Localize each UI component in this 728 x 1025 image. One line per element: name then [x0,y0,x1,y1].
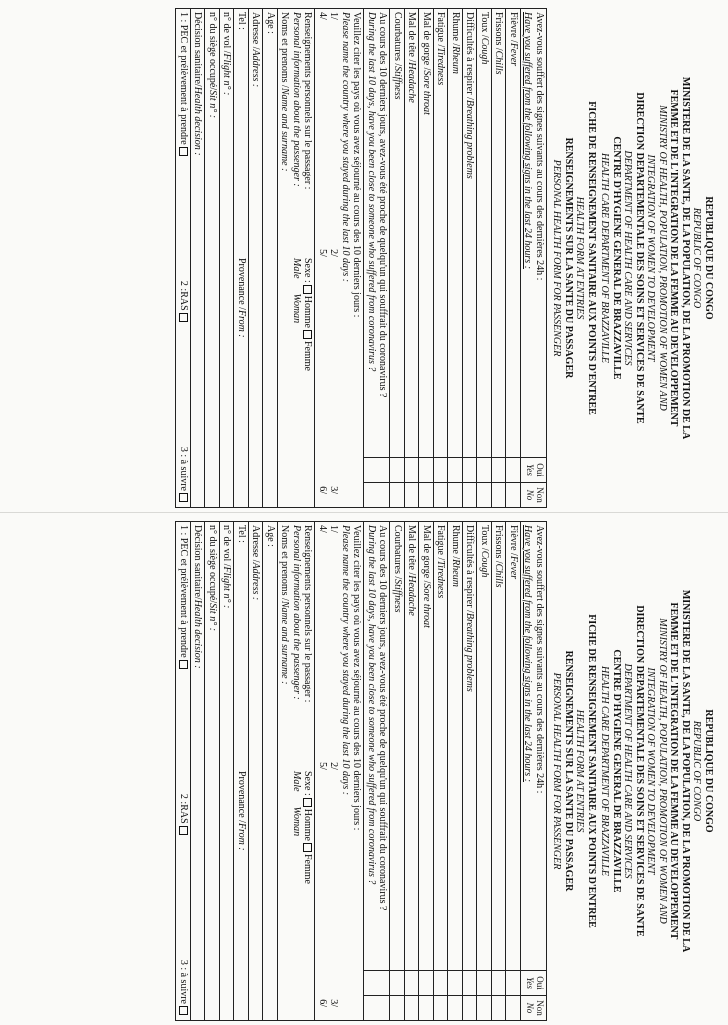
no-checkbox[interactable] [506,996,521,1021]
table-row [448,9,463,508]
contact-question: Au cours des 10 derniers jours, avez-vous été proche de quelqu'un qui souffrait du coronavirus ? During the last 10 days, have you been close to someone who suffered from coronavirus ? [364,522,390,971]
yes-checkbox[interactable] [463,971,478,996]
table-row [405,522,420,1021]
countries-row [315,522,364,1021]
yes-checkbox[interactable] [390,458,405,483]
tel-field[interactable]: Tel : [236,525,247,543]
no-checkbox[interactable] [434,483,449,508]
symptom-label: Rhume /Rheum [448,9,463,458]
header-line: PERSONAL HEALTH FORM FOR PASSENGER [551,672,563,870]
yes-header: Oui Yes [521,458,547,483]
symptom-label: Toux /Cough [477,9,492,458]
seat-field[interactable]: n° du siège occupé/Sit n° : [205,9,220,508]
header-line: DEPARTMENT OF HEALTH CARE AND SERVICES [622,150,634,366]
age-field[interactable]: Age : [263,9,278,508]
form-sheet-bottom [0,512,728,1025]
personal-row [278,9,316,508]
no-checkbox[interactable] [448,996,463,1021]
sex-field: Sexe :HommeFemme Male Woman [291,771,314,884]
contact-row [364,522,390,1021]
no-checkbox[interactable] [419,996,434,1021]
table-row [419,9,434,508]
symptoms-table [176,8,548,508]
option-2-checkbox[interactable] [179,826,188,835]
no-checkbox[interactable] [477,996,492,1021]
symptom-label: Frissons /Chills [492,9,507,458]
header-line: FEMME ET DE L'INTEGRATION DE LA FEMME AU DEVELOPPEMENT [668,89,680,427]
no-header: Non No [521,996,547,1021]
table-row [477,522,492,1021]
yes-checkbox[interactable] [419,971,434,996]
no-checkbox[interactable] [390,996,405,1021]
yes-checkbox[interactable] [492,458,507,483]
address-field[interactable]: Adresse /Address : [249,522,264,1021]
yes-checkbox[interactable] [506,458,521,483]
health-form [14,521,714,1021]
table-row [419,522,434,1021]
table-row [506,522,521,1021]
age-row [263,9,278,508]
form-sheet-top [0,0,728,512]
symptom-label: Fatigue /Tiredness [434,522,449,971]
symptom-label: Toux /Cough [477,522,492,971]
yes-checkbox[interactable] [448,458,463,483]
header-line: HEALTH FORM AT ENTRIES [574,709,586,833]
address-field[interactable]: Adresse /Address : [249,9,264,508]
flight-field[interactable]: n° de vol /Flight n° : [220,9,235,508]
table-row [492,522,507,1021]
header-line: RENSEIGNEMENTS SUR LA SANTE DU PASSAGER [563,650,574,892]
symptom-label: Fatigue /Tiredness [434,9,449,458]
no-checkbox[interactable] [448,483,463,508]
contact-question: Au cours des 10 derniers jours, avez-vous été proche de quelqu'un qui souffrait du coronavirus ? During the last 10 days, have you been close to someone who suffered from coronavirus ? [364,9,390,458]
header-line: FEMME ET DE L'INTEGRATION DE LA FEMME AU DEVELOPPEMENT [668,602,680,940]
table-row [477,9,492,508]
symptom-label: Mal de tête /Headache [405,522,420,971]
no-checkbox[interactable] [434,996,449,1021]
option-2-checkbox[interactable] [179,313,188,322]
countries-line-2: 4/ 5/ 6/ [317,12,328,494]
header-line: INTEGRATION OF WOMEN TO DEVELOPMENT [645,667,657,875]
contact-row [364,9,390,508]
symptom-label: Courbatures /Stiffness [390,9,405,458]
header-line: DIRECTION DEPARTEMENTALE DES SOINS ET SERVICES DE SANTE [634,605,645,937]
symptom-label: Mal de tête /Headache [405,9,420,458]
decision-row [191,522,206,1021]
countries-line-2: 4/ 5/ 6/ [317,525,328,1007]
seat-row [205,9,220,508]
provenance-field[interactable]: Provenance /From : [236,771,247,851]
symptom-label: Rhume /Rheum [448,522,463,971]
question-row [521,522,547,1021]
flight-field[interactable]: n° de vol /Flight n° : [220,522,235,1021]
form-header [551,521,714,1021]
male-checkbox[interactable] [303,285,312,294]
age-row [263,522,278,1021]
yes-header: Oui Yes [521,971,547,996]
header-line: REPUBLIC OF CONGO [691,207,703,309]
question-row [521,9,547,508]
option-1-checkbox[interactable] [179,660,188,669]
seat-row [205,522,220,1021]
no-checkbox[interactable] [419,483,434,508]
countries-line-1: 1/ 2/ 3/ [328,12,340,494]
tel-row [234,522,249,1021]
countries-cell: Veuillez citer les pays où vous avez séjourné au cours des 10 derniers jours : Please name the country where you stayed during the last 10 days : 1/ 2/ 3/ 4/ 5/ 6/ [315,522,364,1021]
provenance-field[interactable]: Provenance /From : [236,258,247,338]
yes-checkbox[interactable] [405,971,420,996]
flight-row [220,522,235,1021]
symptom-label: Frissons /Chills [492,522,507,971]
tel-row [234,9,249,508]
no-checkbox[interactable] [390,483,405,508]
header-line: CENTRE D'HYGIENE GENERAL DE BRAZZAVILLE [611,136,622,380]
header-line: CENTRE D'HYGIENE GENERAL DE BRAZZAVILLE [611,649,622,893]
countries-cell: Veuillez citer les pays où vous avez séjourné au cours des 10 derniers jours : Please name the country where you stayed during the last 10 days : 1/ 2/ 3/ 4/ 5/ 6/ [315,9,364,508]
address-row [249,9,264,508]
no-checkbox[interactable] [506,483,521,508]
table-row [463,9,478,508]
flight-row [220,9,235,508]
female-checkbox[interactable] [303,330,312,339]
no-checkbox[interactable] [364,483,390,508]
yes-checkbox[interactable] [434,971,449,996]
header-line: PERSONAL HEALTH FORM FOR PASSENGER [551,159,563,357]
countries-row [315,9,364,508]
yes-checkbox[interactable] [448,971,463,996]
header-line: RENSEIGNEMENTS SUR LA SANTE DU PASSAGER [563,137,574,379]
decision-options-row: 1 : PEC et prélèvement à prendre 2 :RAS 3 : à suivre [176,522,191,1021]
option-3-checkbox[interactable] [179,493,188,502]
health-form [14,8,714,508]
address-row [249,522,264,1021]
no-checkbox[interactable] [492,483,507,508]
table-row [434,522,449,1021]
header-line: REPUBLIQUE DU CONGO [703,709,714,833]
header-line: MINISTERE DE LA SANTE, DE LA POPULATION, DE LA PROMOTION DE LA [680,76,691,440]
table-row [405,9,420,508]
countries-line-1: 1/ 2/ 3/ [328,525,340,1007]
table-row [492,9,507,508]
yes-checkbox[interactable] [364,458,390,483]
decision-label: Décision sanitaire/Health decision : [191,522,206,1021]
no-checkbox[interactable] [463,483,478,508]
symptom-label: Mal de gorge /Sore throat [419,522,434,971]
tel-field[interactable]: Tel : [236,12,247,30]
yes-checkbox[interactable] [405,458,420,483]
table-row [390,522,405,1021]
symptom-label: Courbatures /Stiffness [390,522,405,971]
no-checkbox[interactable] [463,996,478,1021]
no-checkbox[interactable] [405,483,420,508]
yes-checkbox[interactable] [434,458,449,483]
header-line: MINISTRY OF HEALTH, POPULATION, PROMOTION OF WOMEN AND [657,618,668,924]
yes-checkbox[interactable] [364,971,390,996]
no-checkbox[interactable] [492,996,507,1021]
header-line: REPUBLIQUE DU CONGO [703,196,714,320]
male-checkbox[interactable] [303,798,312,807]
header-line: MINISTRY OF HEALTH, POPULATION, PROMOTION OF WOMEN AND [657,105,668,411]
table-row [463,522,478,1021]
seat-field[interactable]: n° du siège occupé/Sit n° : [205,522,220,1021]
header-line: HEALTH CARE DEPARTMENT OF BRAZZAVILLE [599,665,611,877]
header-line: HEALTH FORM AT ENTRIES [574,196,586,320]
yes-checkbox[interactable] [477,458,492,483]
decision-label: Décision sanitaire/Health decision : [191,9,206,508]
form-title: FICHE DE RENSEIGNEMENT SANITAIRE AUX POINTS D'ENTREE [586,614,597,928]
yes-checkbox[interactable] [477,971,492,996]
female-checkbox[interactable] [303,843,312,852]
form-title: FICHE DE RENSEIGNEMENT SANITAIRE AUX POINTS D'ENTREE [586,101,597,415]
symptom-label: Difficultés à respirer /Breathing problems [463,9,478,458]
header-line: REPUBLIC OF CONGO [691,720,703,822]
header-line: INTEGRATION OF WOMEN TO DEVELOPMENT [645,154,657,362]
age-field[interactable]: Age : [263,522,278,1021]
yes-checkbox[interactable] [419,458,434,483]
table-row [448,522,463,1021]
table-row [434,9,449,508]
question-cell: Avez-vous souffert des signes suivants au cours des dernières 24h : Have you suffered from the following signs in the last 24 hours : [521,522,547,971]
table-row [390,9,405,508]
option-1-checkbox[interactable] [179,147,188,156]
symptoms-table [176,521,548,1021]
header-line: HEALTH CARE DEPARTMENT OF BRAZZAVILLE [599,152,611,364]
header-line: DIRECTION DEPARTEMENTALE DES SOINS ET SERVICES DE SANTE [634,92,645,424]
personal-row [278,522,316,1021]
table-row [506,9,521,508]
decision-options-row: 1 : PEC et prélèvement à prendre 2 :RAS 3 : à suivre [176,9,191,508]
no-checkbox[interactable] [477,483,492,508]
question-cell: Avez-vous souffert des signes suivants au cours des dernières 24h : Have you suffered from the following signs in the last 24 hours : [521,9,547,458]
yes-checkbox[interactable] [463,458,478,483]
decision-row [191,9,206,508]
header-line: DEPARTMENT OF HEALTH CARE AND SERVICES [622,663,634,879]
symptom-label: Difficultés à respirer /Breathing problems [463,522,478,971]
no-checkbox[interactable] [405,996,420,1021]
header-line: MINISTERE DE LA SANTE, DE LA POPULATION, DE LA PROMOTION DE LA [680,589,691,953]
yes-checkbox[interactable] [492,971,507,996]
no-header: Non No [521,483,547,508]
no-checkbox[interactable] [364,996,390,1021]
symptom-label: Mal de gorge /Sore throat [419,9,434,458]
option-3-checkbox[interactable] [179,1006,188,1015]
symptom-label: Fièvre /Fever [506,9,521,458]
sex-field: Sexe :HommeFemme Male Woman [291,258,314,371]
symptom-label: Fièvre /Fever [506,522,521,971]
yes-checkbox[interactable] [506,971,521,996]
form-header [551,8,714,508]
personal-cell: Renseignements personnels sur le passager : Personal information about the passenger : Noms et prenoms /Name and surname : Sexe :HommeFemme Male Woman [278,522,316,1021]
personal-cell: Renseignements personnels sur le passager : Personal information about the passenger : Noms et prenoms /Name and surname : Sexe :HommeFemme Male Woman [278,9,316,508]
yes-checkbox[interactable] [390,971,405,996]
